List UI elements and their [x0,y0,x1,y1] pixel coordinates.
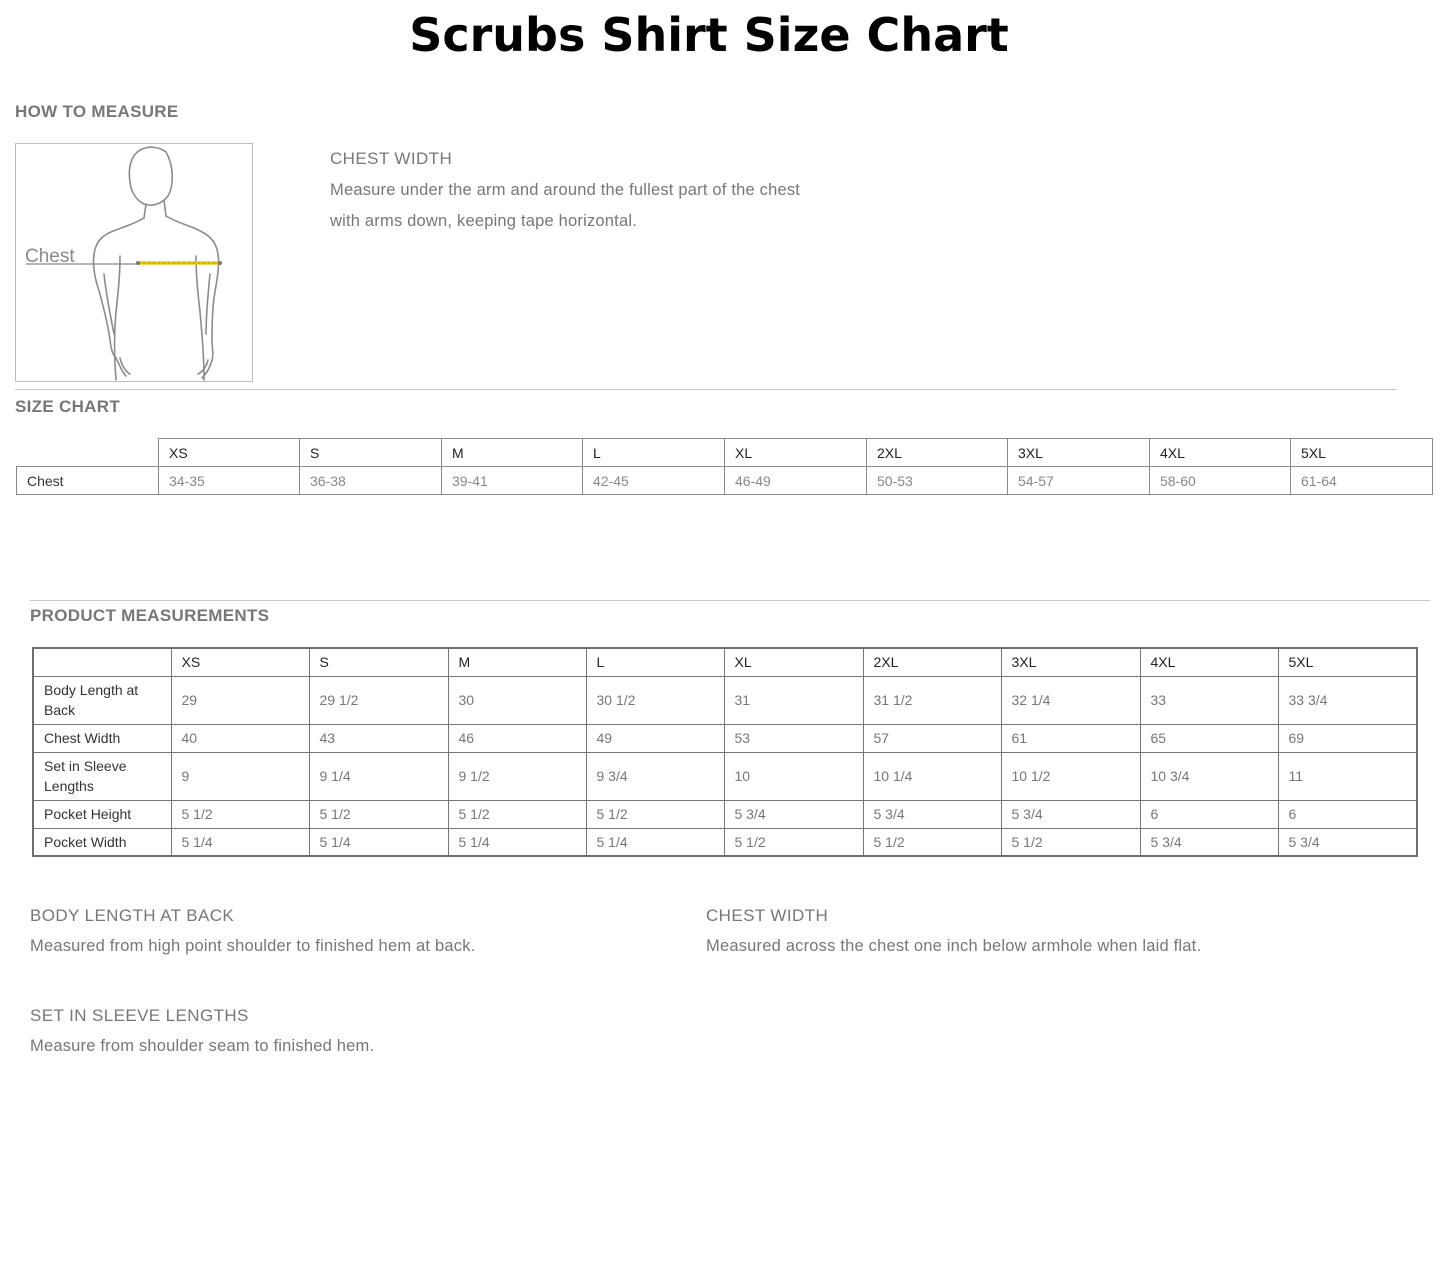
table-row [33,800,1417,828]
page-title: Scrubs Shirt Size Chart [409,8,1009,62]
table-cell: 46 [448,724,586,752]
table-cell: 5 1/2 [448,800,586,828]
table-cell: 5 3/4 [1140,828,1278,856]
table-cell: 9 1/4 [309,752,448,800]
divider [30,600,1430,601]
table-row [33,752,1417,800]
size-header-cell: 4XL [1150,439,1291,467]
table-cell: 9 [171,752,309,800]
size-header-cell: 5XL [1291,439,1433,467]
divider [15,389,1397,390]
size-header-cell: 4XL [1140,648,1278,676]
table-cell: 57 [863,724,1001,752]
table-cell: 5 1/2 [863,828,1001,856]
size-header-cell: XS [159,439,300,467]
table-cell: 54-57 [1008,467,1150,495]
table-cell: 10 [724,752,863,800]
chest-width-desc-line-1: Measure under the arm and around the fullest part of the chest [330,181,801,199]
table-cell: 39-41 [442,467,583,495]
body-figure [15,143,253,382]
sleeve-note-desc: Measure from shoulder seam to finished hem. [30,1037,375,1055]
table-cell: 58-60 [1150,467,1291,495]
size-header-cell: 3XL [1008,439,1150,467]
table-cell: 53 [724,724,863,752]
table-cell: 31 [724,676,863,724]
table-cell: 30 1/2 [586,676,724,724]
table-row [33,724,1417,752]
table-cell: 5 3/4 [1001,800,1140,828]
row-label: Chest Width [33,724,171,752]
size-header-cell: L [586,648,724,676]
table-cell: 61-64 [1291,467,1433,495]
table-cell: 30 [448,676,586,724]
corner-cell [17,439,159,467]
table-cell: 29 [171,676,309,724]
size-header-cell: 2XL [863,648,1001,676]
table-cell: 5 3/4 [863,800,1001,828]
product-measurements-table [32,647,1418,857]
row-label: Pocket Width [33,828,171,856]
row-label: Set in Sleeve Lengths [33,752,171,800]
table-cell: 10 3/4 [1140,752,1278,800]
corner-cell [33,648,171,676]
table-row [33,676,1417,724]
row-label: Body Length at Back [33,676,171,724]
table-cell: 5 1/4 [448,828,586,856]
size-chart-table [16,438,1433,495]
table-cell: 10 1/2 [1001,752,1140,800]
table-cell: 49 [586,724,724,752]
table-cell: 40 [171,724,309,752]
product-measurements-heading: PRODUCT MEASUREMENTS [30,606,270,625]
chest-width-title: CHEST WIDTH [330,149,453,168]
table-cell: 9 3/4 [586,752,724,800]
figure-chest-label: Chest [25,246,75,267]
table-cell: 5 3/4 [724,800,863,828]
table-cell: 5 1/2 [309,800,448,828]
body-length-note-desc: Measured from high point shoulder to finished hem at back. [30,937,476,955]
size-header-cell: 2XL [867,439,1008,467]
table-cell: 5 1/4 [586,828,724,856]
table-cell: 5 1/4 [171,828,309,856]
table-cell: 10 1/4 [863,752,1001,800]
size-header-cell: 5XL [1278,648,1417,676]
table-row [17,467,1433,495]
table-cell: 33 3/4 [1278,676,1417,724]
table-cell: 43 [309,724,448,752]
table-cell: 34-35 [159,467,300,495]
size-header-cell: XS [171,648,309,676]
size-header-cell: M [442,439,583,467]
table-cell: 5 1/2 [586,800,724,828]
size-header-cell: S [309,648,448,676]
size-header-cell: L [583,439,725,467]
table-cell: 31 1/2 [863,676,1001,724]
table-cell: 11 [1278,752,1417,800]
table-cell: 50-53 [867,467,1008,495]
row-label: Pocket Height [33,800,171,828]
size-chart-heading: SIZE CHART [15,397,120,416]
body-outline-illustration [16,144,252,381]
table-cell: 5 1/2 [724,828,863,856]
size-header-cell: M [448,648,586,676]
table-cell: 46-49 [725,467,867,495]
table-row [33,828,1417,856]
table-cell: 36-38 [300,467,442,495]
body-length-note-title: BODY LENGTH AT BACK [30,906,235,925]
size-header-cell: 3XL [1001,648,1140,676]
size-header-cell: XL [725,439,867,467]
size-header-cell: S [300,439,442,467]
table-cell: 5 3/4 [1278,828,1417,856]
table-cell: 32 1/4 [1001,676,1140,724]
chest-width-note-desc: Measured across the chest one inch below armhole when laid flat. [706,937,1202,955]
table-cell: 42-45 [583,467,725,495]
table-cell: 5 1/2 [1001,828,1140,856]
chest-width-desc-line-2: with arms down, keeping tape horizontal. [330,212,637,230]
sleeve-note-title: SET IN SLEEVE LENGTHS [30,1006,249,1025]
table-cell: 69 [1278,724,1417,752]
table-cell: 5 1/2 [171,800,309,828]
how-to-measure-heading: HOW TO MEASURE [15,102,179,121]
size-header-row [17,439,1433,467]
table-cell: 29 1/2 [309,676,448,724]
table-cell: 6 [1278,800,1417,828]
row-label: Chest [17,467,159,495]
size-header-row [33,648,1417,676]
table-cell: 9 1/2 [448,752,586,800]
size-header-cell: XL [724,648,863,676]
table-cell: 33 [1140,676,1278,724]
table-cell: 61 [1001,724,1140,752]
table-cell: 6 [1140,800,1278,828]
table-cell: 65 [1140,724,1278,752]
chest-width-note-title: CHEST WIDTH [706,906,829,925]
table-cell: 5 1/4 [309,828,448,856]
